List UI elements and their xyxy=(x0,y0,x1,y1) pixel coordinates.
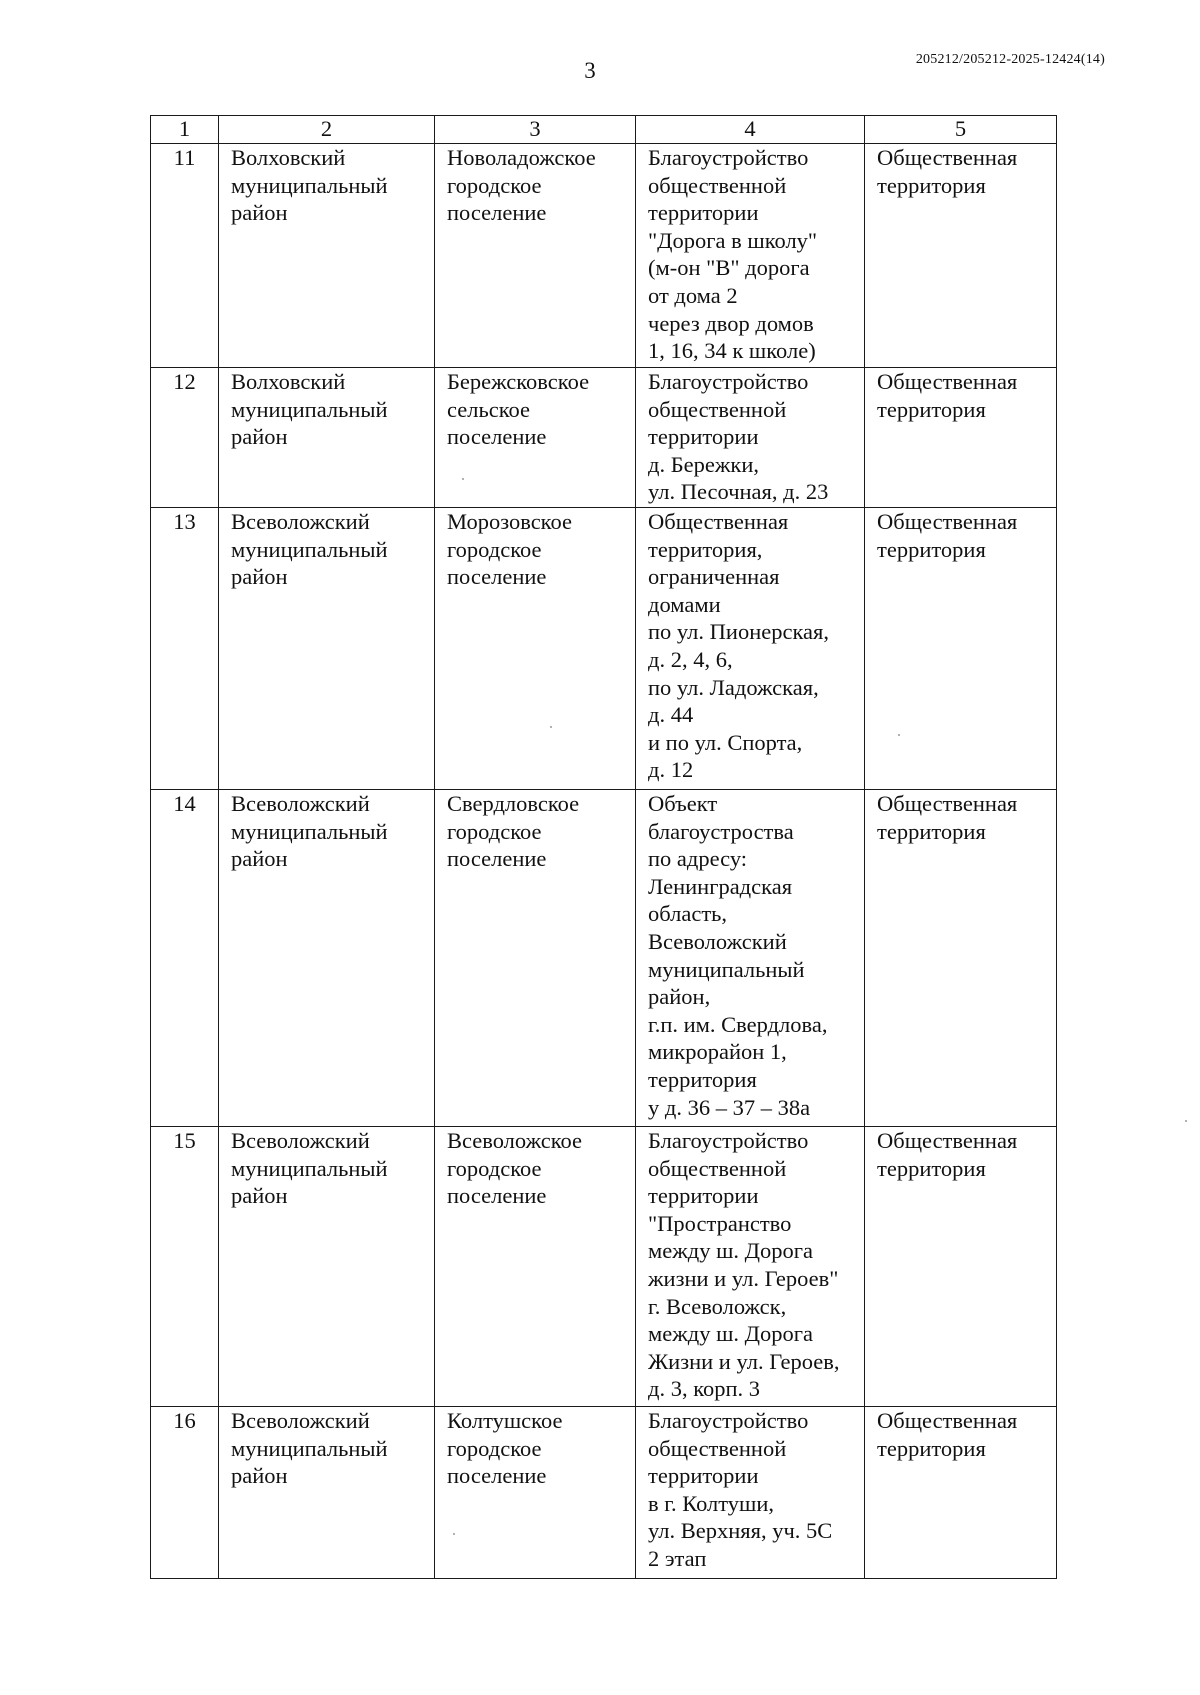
column-number-row xyxy=(151,116,1057,144)
row-number: 15 xyxy=(151,1127,219,1407)
type-cell: Общественная территория xyxy=(865,1127,1057,1407)
object-cell: Благоустройство общественной территории в г. Колтуши, ул. Верхняя, уч. 5С 2 этап xyxy=(636,1407,865,1579)
district-cell: Волховский муниципальный район xyxy=(219,144,435,368)
page-number: 3 xyxy=(584,58,596,83)
district-cell: Всеволожский муниципальный район xyxy=(219,1407,435,1579)
object-cell: Общественная территория, ограниченная домами по ул. Пионерская, д. 2, 4, 6, по ул. Ладожская, д. 44 и по ул. Спорта, д. 12 xyxy=(636,508,865,790)
table-row xyxy=(151,144,1057,368)
scan-speck xyxy=(550,726,552,728)
type-cell: Общественная территория xyxy=(865,508,1057,790)
settlement-cell: Всеволожское городское поселение xyxy=(435,1127,636,1407)
settlement-cell: Морозовское городское поселение xyxy=(435,508,636,790)
table-row xyxy=(151,368,1057,508)
type-cell: Общественная территория xyxy=(865,368,1057,508)
column-number: 3 xyxy=(435,116,636,144)
row-number: 16 xyxy=(151,1407,219,1579)
district-cell: Всеволожский муниципальный район xyxy=(219,790,435,1127)
scan-speck xyxy=(1185,1120,1187,1122)
type-cell: Общественная территория xyxy=(865,1407,1057,1579)
district-cell: Всеволожский муниципальный район xyxy=(219,1127,435,1407)
document-code: 205212/205212-2025-12424(14) xyxy=(915,52,1105,67)
scan-speck xyxy=(453,1533,455,1535)
row-number: 13 xyxy=(151,508,219,790)
district-cell: Волховский муниципальный район xyxy=(219,368,435,508)
column-number: 4 xyxy=(636,116,865,144)
settlement-cell: Свердловское городское поселение xyxy=(435,790,636,1127)
table-row xyxy=(151,1127,1057,1407)
row-number: 12 xyxy=(151,368,219,508)
scan-speck xyxy=(898,734,900,736)
object-cell: Благоустройство общественной территории д. Бережки, ул. Песочная, д. 23 xyxy=(636,368,865,508)
object-cell: Благоустройство общественной территории "Дорога в школу" (м-он "В" дорога от дома 2 через двор домов 1, 16, 34 к школе) xyxy=(636,144,865,368)
scan-speck xyxy=(462,478,464,480)
type-cell: Общественная территория xyxy=(865,790,1057,1127)
district-cell: Всеволожский муниципальный район xyxy=(219,508,435,790)
settlement-cell: Колтушское городское поселение xyxy=(435,1407,636,1579)
objects-table xyxy=(150,115,1057,1579)
table-row xyxy=(151,508,1057,790)
settlement-cell: Новоладожское городское поселение xyxy=(435,144,636,368)
row-number: 14 xyxy=(151,790,219,1127)
column-number: 5 xyxy=(865,116,1057,144)
table-row xyxy=(151,790,1057,1127)
object-cell: Объект благоустроства по адресу: Ленинградская область, Всеволожский муниципальный район, г.п. им. Свердлова, микрорайон 1, территория у д. 36 – 37 – 38а xyxy=(636,790,865,1127)
settlement-cell: Бережсковское сельское поселение xyxy=(435,368,636,508)
column-number: 1 xyxy=(151,116,219,144)
type-cell: Общественная территория xyxy=(865,144,1057,368)
table-row xyxy=(151,1407,1057,1579)
column-number: 2 xyxy=(219,116,435,144)
row-number: 11 xyxy=(151,144,219,368)
object-cell: Благоустройство общественной территории "Пространство между ш. Дорога жизни и ул. Героев" г. Всеволожск, между ш. Дорога Жизни и ул. Героев, д. 3, корп. 3 xyxy=(636,1127,865,1407)
